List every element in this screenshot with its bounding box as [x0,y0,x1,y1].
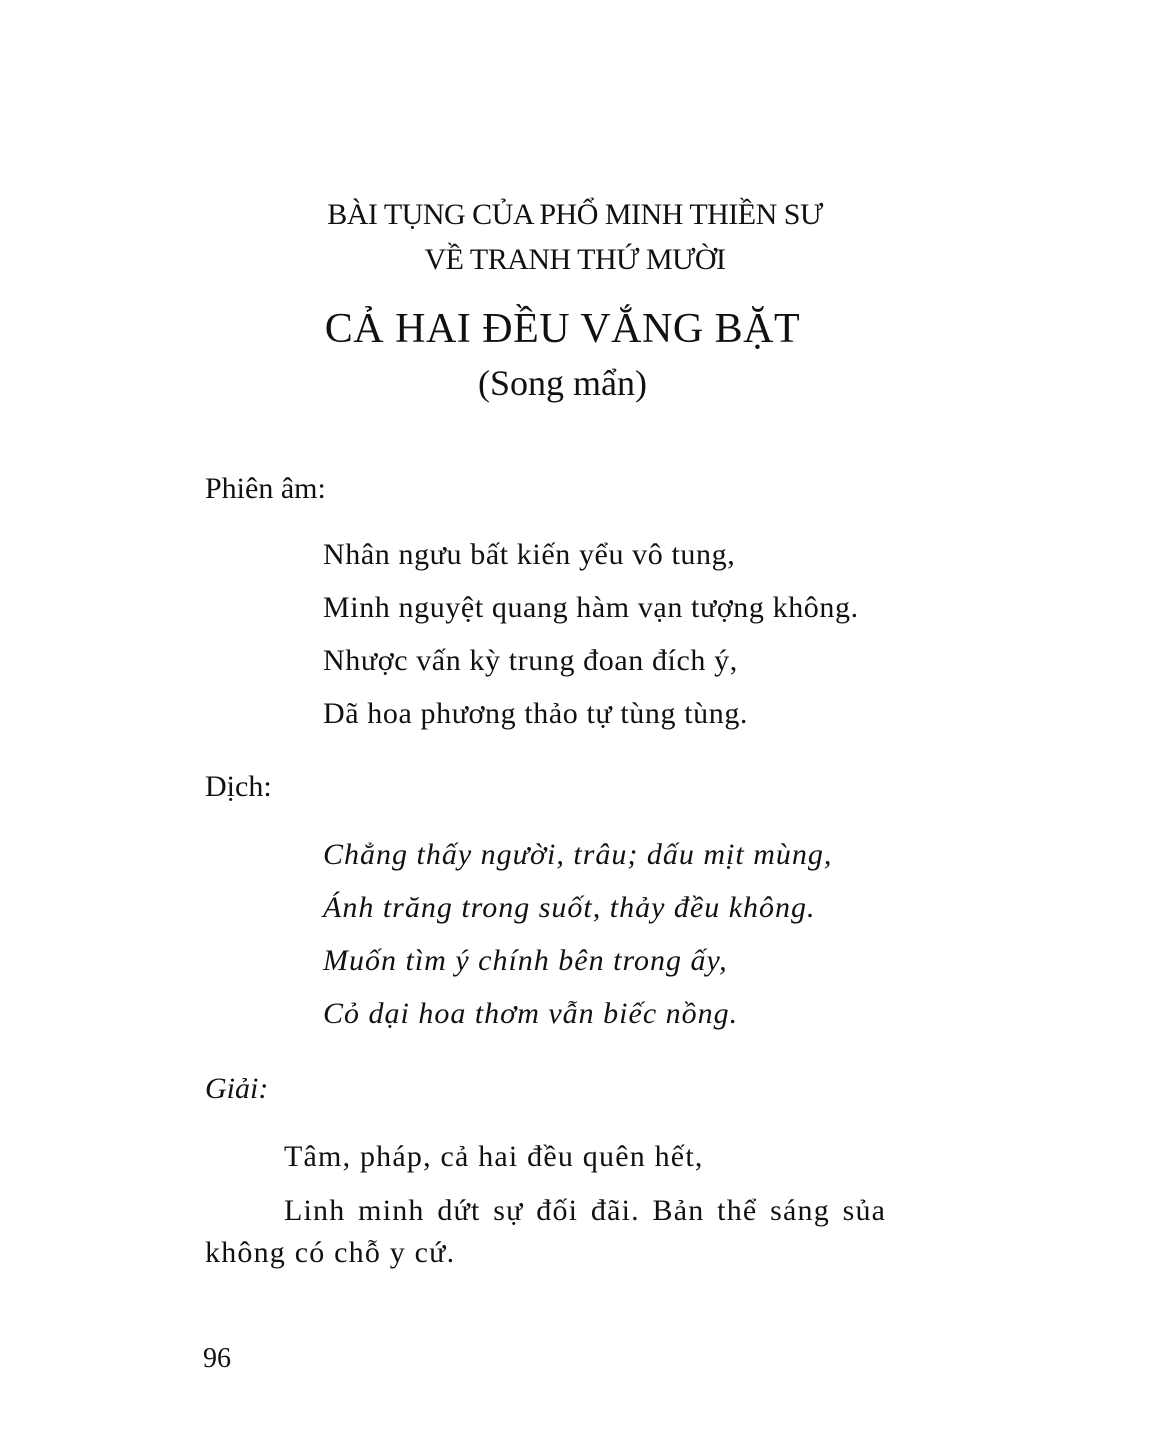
giai-paragraph-1: Tâm, pháp, cả hai đều quên hết, [284,1140,704,1173]
giai-paragraph-2-line-1: Linh minh dứt sự đối đãi. Bản thể sáng sủa [284,1194,887,1227]
heading-line-1: BÀI TỤNG CỦA PHỔ MINH THIỀN SƯ [327,198,823,231]
dich-line-2: Ánh trăng trong suốt, thảy đều không. [323,891,816,924]
dich-line-1: Chẳng thấy người, trâu; dấu mịt mùng, [323,838,833,871]
chapter-subtitle: (Song mẩn) [478,363,647,403]
giai-label: Giải: [205,1072,269,1105]
dich-label: Dịch: [205,770,272,803]
page-number: 96 [203,1343,231,1374]
phien-am-line-2: Minh nguyệt quang hàm vạn tượng không. [323,591,859,624]
chapter-title: CẢ HAI ĐỀU VẮNG BẶT [324,306,801,352]
dich-line-3: Muốn tìm ý chính bên trong ấy, [323,944,728,977]
giai-paragraph-2-line-2: không có chỗ y cứ. [205,1236,456,1269]
phien-am-line-1: Nhân ngưu bất kiến yểu vô tung, [323,538,736,571]
dich-line-4: Cỏ dại hoa thơm vẫn biếc nồng. [323,997,739,1030]
phien-am-label: Phiên âm: [205,472,326,505]
heading-line-2: VỀ TRANH THỨ MƯỜI [424,243,726,276]
phien-am-line-4: Dã hoa phương thảo tự tùng tùng. [323,697,749,730]
phien-am-line-3: Nhược vấn kỳ trung đoan đích ý, [323,644,738,677]
